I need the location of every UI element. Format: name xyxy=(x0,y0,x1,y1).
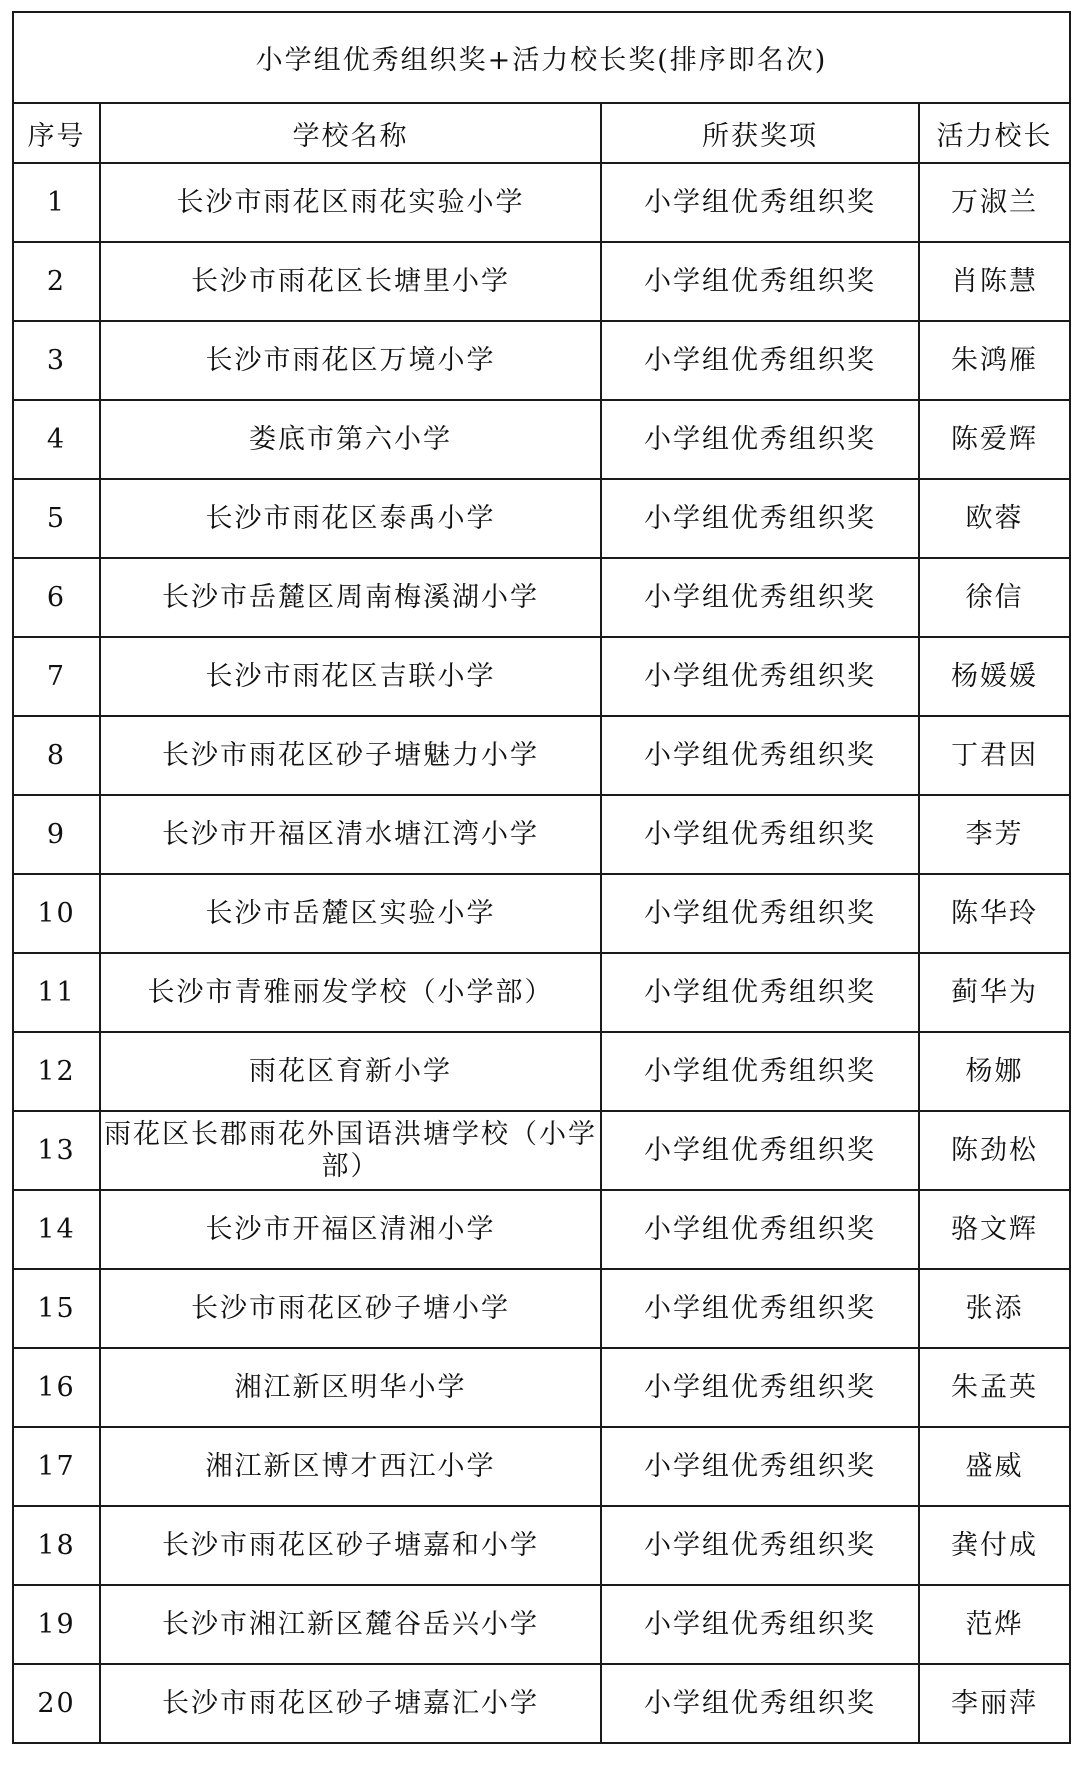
cell-no: 8 xyxy=(13,716,100,795)
cell-no: 19 xyxy=(13,1585,100,1664)
table-row xyxy=(13,479,1070,558)
cell-award: 小学组优秀组织奖 xyxy=(601,1032,919,1111)
cell-no: 16 xyxy=(13,1348,100,1427)
table-row xyxy=(13,874,1070,953)
cell-award: 小学组优秀组织奖 xyxy=(601,637,919,716)
cell-principal: 欧蓉 xyxy=(919,479,1070,558)
cell-no: 5 xyxy=(13,479,100,558)
table-row xyxy=(13,1348,1070,1427)
cell-no: 11 xyxy=(13,953,100,1032)
cell-principal: 肖陈慧 xyxy=(919,242,1070,321)
cell-award: 小学组优秀组织奖 xyxy=(601,321,919,400)
table-row xyxy=(13,1190,1070,1269)
cell-no: 10 xyxy=(13,874,100,953)
cell-no: 12 xyxy=(13,1032,100,1111)
cell-award: 小学组优秀组织奖 xyxy=(601,400,919,479)
cell-award: 小学组优秀组织奖 xyxy=(601,953,919,1032)
table-row xyxy=(13,637,1070,716)
cell-principal: 杨娜 xyxy=(919,1032,1070,1111)
cell-school: 长沙市雨花区砂子塘嘉汇小学 xyxy=(100,1664,601,1743)
cell-school: 湘江新区明华小学 xyxy=(100,1348,601,1427)
cell-school: 长沙市雨花区砂子塘嘉和小学 xyxy=(100,1506,601,1585)
cell-school: 长沙市青雅丽发学校（小学部） xyxy=(100,953,601,1032)
header-principal: 活力校长 xyxy=(919,103,1070,163)
cell-award: 小学组优秀组织奖 xyxy=(601,163,919,242)
cell-school: 长沙市岳麓区实验小学 xyxy=(100,874,601,953)
table-row xyxy=(13,795,1070,874)
header-school: 学校名称 xyxy=(100,103,601,163)
cell-award: 小学组优秀组织奖 xyxy=(601,1190,919,1269)
cell-school: 雨花区长郡雨花外国语洪塘学校（小学部） xyxy=(100,1111,601,1190)
cell-school: 雨花区育新小学 xyxy=(100,1032,601,1111)
cell-school: 娄底市第六小学 xyxy=(100,400,601,479)
cell-principal: 杨媛媛 xyxy=(919,637,1070,716)
cell-award: 小学组优秀组织奖 xyxy=(601,1348,919,1427)
cell-principal: 蓟华为 xyxy=(919,953,1070,1032)
cell-award: 小学组优秀组织奖 xyxy=(601,558,919,637)
table-row xyxy=(13,716,1070,795)
cell-award: 小学组优秀组织奖 xyxy=(601,874,919,953)
cell-school: 湘江新区博才西江小学 xyxy=(100,1427,601,1506)
table-row xyxy=(13,1269,1070,1348)
cell-principal: 范烨 xyxy=(919,1585,1070,1664)
cell-no: 2 xyxy=(13,242,100,321)
cell-no: 15 xyxy=(13,1269,100,1348)
table-row xyxy=(13,1427,1070,1506)
table-row xyxy=(13,242,1070,321)
cell-award: 小学组优秀组织奖 xyxy=(601,1664,919,1743)
cell-school: 长沙市开福区清湘小学 xyxy=(100,1190,601,1269)
table-title: 小学组优秀组织奖+活力校长奖(排序即名次) xyxy=(13,12,1070,103)
cell-award: 小学组优秀组织奖 xyxy=(601,1269,919,1348)
table-row xyxy=(13,953,1070,1032)
cell-principal: 陈劲松 xyxy=(919,1111,1070,1190)
cell-no: 18 xyxy=(13,1506,100,1585)
cell-school: 长沙市开福区清水塘江湾小学 xyxy=(100,795,601,874)
cell-school: 长沙市雨花区砂子塘小学 xyxy=(100,1269,601,1348)
table-row xyxy=(13,1111,1070,1190)
cell-principal: 陈华玲 xyxy=(919,874,1070,953)
cell-award: 小学组优秀组织奖 xyxy=(601,1427,919,1506)
header-award: 所获奖项 xyxy=(601,103,919,163)
cell-award: 小学组优秀组织奖 xyxy=(601,1585,919,1664)
cell-principal: 骆文辉 xyxy=(919,1190,1070,1269)
cell-award: 小学组优秀组织奖 xyxy=(601,1506,919,1585)
cell-principal: 李芳 xyxy=(919,795,1070,874)
cell-no: 9 xyxy=(13,795,100,874)
cell-principal: 龚付成 xyxy=(919,1506,1070,1585)
cell-school: 长沙市雨花区雨花实验小学 xyxy=(100,163,601,242)
table-row xyxy=(13,321,1070,400)
table-row xyxy=(13,1664,1070,1743)
header-row xyxy=(13,103,1070,163)
cell-no: 13 xyxy=(13,1111,100,1190)
cell-school: 长沙市雨花区泰禹小学 xyxy=(100,479,601,558)
table-row xyxy=(13,400,1070,479)
cell-school: 长沙市雨花区万境小学 xyxy=(100,321,601,400)
cell-no: 7 xyxy=(13,637,100,716)
cell-principal: 盛威 xyxy=(919,1427,1070,1506)
cell-no: 20 xyxy=(13,1664,100,1743)
cell-principal: 朱孟英 xyxy=(919,1348,1070,1427)
table-row xyxy=(13,1506,1070,1585)
table-row xyxy=(13,1585,1070,1664)
award-table xyxy=(12,11,1071,1744)
cell-award: 小学组优秀组织奖 xyxy=(601,1111,919,1190)
cell-award: 小学组优秀组织奖 xyxy=(601,716,919,795)
cell-no: 3 xyxy=(13,321,100,400)
cell-principal: 万淑兰 xyxy=(919,163,1070,242)
cell-school: 长沙市雨花区砂子塘魅力小学 xyxy=(100,716,601,795)
cell-school: 长沙市岳麓区周南梅溪湖小学 xyxy=(100,558,601,637)
cell-school: 长沙市雨花区长塘里小学 xyxy=(100,242,601,321)
cell-award: 小学组优秀组织奖 xyxy=(601,242,919,321)
cell-no: 4 xyxy=(13,400,100,479)
cell-no: 1 xyxy=(13,163,100,242)
cell-principal: 徐信 xyxy=(919,558,1070,637)
cell-award: 小学组优秀组织奖 xyxy=(601,479,919,558)
title-row xyxy=(13,12,1070,103)
cell-no: 6 xyxy=(13,558,100,637)
cell-school: 长沙市雨花区吉联小学 xyxy=(100,637,601,716)
cell-principal: 陈爱辉 xyxy=(919,400,1070,479)
cell-principal: 张添 xyxy=(919,1269,1070,1348)
table-row xyxy=(13,558,1070,637)
table-row xyxy=(13,1032,1070,1111)
table-body xyxy=(13,12,1070,1743)
table-row xyxy=(13,163,1070,242)
header-no: 序号 xyxy=(13,103,100,163)
cell-no: 14 xyxy=(13,1190,100,1269)
cell-principal: 丁君因 xyxy=(919,716,1070,795)
cell-award: 小学组优秀组织奖 xyxy=(601,795,919,874)
cell-principal: 李丽萍 xyxy=(919,1664,1070,1743)
cell-no: 17 xyxy=(13,1427,100,1506)
cell-school: 长沙市湘江新区麓谷岳兴小学 xyxy=(100,1585,601,1664)
cell-principal: 朱鸿雁 xyxy=(919,321,1070,400)
